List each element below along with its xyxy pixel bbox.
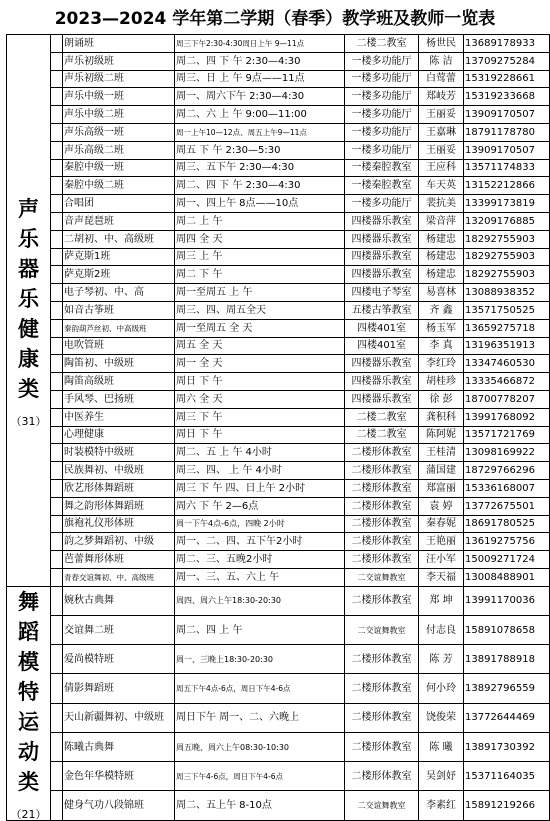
room-cell: 二楼形体教室 — [345, 551, 419, 569]
course-cell: 声乐中级一班 — [63, 88, 175, 106]
phone-cell: 13335466872 — [464, 373, 550, 391]
blank-cell — [51, 791, 63, 820]
course-cell: 婉秋古典舞 — [63, 586, 175, 615]
blank-cell — [51, 732, 63, 761]
table-row — [7, 319, 550, 337]
room-cell: 一楼多功能厅 — [345, 88, 419, 106]
teacher-cell: 李天福 — [419, 568, 464, 586]
phone-cell: 18292755903 — [464, 266, 550, 284]
blank-cell — [51, 355, 63, 373]
time-cell: 周一下午4点-6点，四晚 2小时 — [175, 515, 345, 533]
time-cell: 周二、五 上 午 4小时 — [175, 444, 345, 462]
room-cell: 一楼秦腔教室 — [345, 177, 419, 195]
blank-cell — [51, 674, 63, 703]
blank-cell — [51, 248, 63, 266]
phone-cell: 18292755903 — [464, 230, 550, 248]
time-cell: 周三 下 午 — [175, 408, 345, 426]
time-cell: 周日 下 午 — [175, 426, 345, 444]
category-char: 乐 — [18, 286, 39, 311]
teacher-cell: 饶俊荣 — [419, 703, 464, 732]
category-char: 康 — [18, 346, 39, 371]
table-row — [7, 177, 550, 195]
course-cell: 声乐中级二班 — [63, 106, 175, 124]
teacher-cell: 袁 婷 — [419, 497, 464, 515]
blank-cell — [51, 586, 63, 615]
table-row — [7, 35, 550, 53]
teacher-cell: 陈 曦 — [419, 732, 464, 761]
table-row — [7, 355, 550, 373]
table-row — [7, 195, 550, 213]
teacher-cell: 王丽妥 — [419, 106, 464, 124]
schedule-table — [6, 34, 550, 821]
time-cell: 周五 全 天 — [175, 337, 345, 355]
room-cell: 二楼形体教室 — [345, 762, 419, 791]
course-cell: 电吹管班 — [63, 337, 175, 355]
room-cell: 四楼器乐教室 — [345, 266, 419, 284]
course-cell: 天山新疆舞初、中级班 — [63, 703, 175, 732]
teacher-cell: 李 真 — [419, 337, 464, 355]
phone-cell: 13152212866 — [464, 177, 550, 195]
table-row — [7, 762, 550, 791]
phone-cell: 13772644469 — [464, 703, 550, 732]
room-cell: 四楼器乐教室 — [345, 230, 419, 248]
blank-cell — [51, 195, 63, 213]
phone-cell: 13892796559 — [464, 674, 550, 703]
teacher-cell: 李素红 — [419, 791, 464, 820]
teacher-cell: 陈 洁 — [419, 52, 464, 70]
blank-cell — [51, 284, 63, 302]
table-row — [7, 266, 550, 284]
room-cell: 一楼多功能厅 — [345, 123, 419, 141]
teacher-cell: 付志良 — [419, 615, 464, 644]
time-cell: 周六 下 午 2—6点 — [175, 497, 345, 515]
room-cell: 二交谊舞教室 — [345, 568, 419, 586]
blank-cell — [51, 645, 63, 674]
phone-cell: 13399173819 — [464, 195, 550, 213]
room-cell: 四楼器乐教室 — [345, 390, 419, 408]
course-cell: 倩影舞蹈班 — [63, 674, 175, 703]
table-row — [7, 70, 550, 88]
table-row — [7, 159, 550, 177]
table-row — [7, 373, 550, 391]
time-cell: 周三、四、周五全天 — [175, 301, 345, 319]
room-cell: 二楼形体教室 — [345, 479, 419, 497]
room-cell: 五楼古筝教室 — [345, 301, 419, 319]
room-cell: 二交谊舞教室 — [345, 615, 419, 644]
course-cell: 声乐初级二班 — [63, 70, 175, 88]
room-cell: 四楼401室 — [345, 319, 419, 337]
teacher-cell: 陈 芳 — [419, 645, 464, 674]
teacher-cell: 胡桂珍 — [419, 373, 464, 391]
phone-cell: 13571721769 — [464, 426, 550, 444]
table-row — [7, 52, 550, 70]
teacher-cell: 白莺蕾 — [419, 70, 464, 88]
phone-cell: 13991768092 — [464, 408, 550, 426]
course-cell: 手风琴、巴扬班 — [63, 390, 175, 408]
blank-cell — [51, 568, 63, 586]
teacher-cell: 陈阿妮 — [419, 426, 464, 444]
table-row — [7, 408, 550, 426]
table-row — [7, 586, 550, 615]
blank-cell — [51, 177, 63, 195]
time-cell: 周二 上 午 — [175, 212, 345, 230]
table-row — [7, 551, 550, 569]
room-cell: 二楼形体教室 — [345, 732, 419, 761]
time-cell: 周三 下 午 四、日上午 2小时 — [175, 479, 345, 497]
blank-cell — [51, 337, 63, 355]
table-row — [7, 515, 550, 533]
phone-cell: 13909170507 — [464, 106, 550, 124]
time-cell: 周二、三、五晚2小时 — [175, 551, 345, 569]
time-cell: 周一 全 天 — [175, 355, 345, 373]
room-cell: 四楼电子琴室 — [345, 284, 419, 302]
teacher-cell: 吴剑妤 — [419, 762, 464, 791]
teacher-cell: 郑 坤 — [419, 586, 464, 615]
time-cell: 周日下午 周一、二、六晚上 — [175, 703, 345, 732]
category-char: 类 — [18, 769, 39, 794]
time-cell: 周一、二、四、五下午2小时 — [175, 533, 345, 551]
course-cell: 秦腔中级二班 — [63, 177, 175, 195]
time-cell: 周二、六 上 午 9:00—11:00 — [175, 106, 345, 124]
phone-cell: 13088938352 — [464, 284, 550, 302]
phone-cell: 13571174833 — [464, 159, 550, 177]
course-cell: 声乐高级二班 — [63, 141, 175, 159]
room-cell: 二楼形体教室 — [345, 645, 419, 674]
time-cell: 周一至周五 全 天 — [175, 319, 345, 337]
blank-cell — [51, 70, 63, 88]
course-cell: 秦腔中级一班 — [63, 159, 175, 177]
phone-cell: 18292755903 — [464, 248, 550, 266]
category-char: 模 — [18, 649, 39, 674]
time-cell: 周一上午10—12点、周五上午9—11点 — [175, 123, 345, 141]
category-char: 健 — [18, 316, 39, 341]
table-row — [7, 301, 550, 319]
blank-cell — [51, 88, 63, 106]
table-row — [7, 462, 550, 480]
room-cell: 一楼多功能厅 — [345, 70, 419, 88]
time-cell: 周一、三、五、六上 午 — [175, 568, 345, 586]
phone-cell: 13909170507 — [464, 141, 550, 159]
teacher-cell: 车天英 — [419, 177, 464, 195]
time-cell: 周三、五下午 2:30—4:30 — [175, 159, 345, 177]
table-row — [7, 230, 550, 248]
category-char: 乐 — [18, 226, 39, 251]
course-cell: 芭蕾舞形体班 — [63, 551, 175, 569]
phone-cell: 13709275284 — [464, 52, 550, 70]
page-title: 2023—2024 学年第二学期（春季）教学班及教师一览表 — [54, 9, 496, 29]
table-row — [7, 123, 550, 141]
category-char: 蹈 — [18, 619, 39, 644]
teacher-cell: 汪小军 — [419, 551, 464, 569]
phone-cell: 15319228661 — [464, 70, 550, 88]
teacher-cell: 王丽妥 — [419, 141, 464, 159]
time-cell: 周六 全 天 — [175, 390, 345, 408]
category-char: 类 — [18, 376, 39, 401]
time-cell: 周一、周六下午 2:30—4:30 — [175, 88, 345, 106]
course-cell: 电子琴初、中、高 — [63, 284, 175, 302]
blank-cell — [51, 212, 63, 230]
teacher-cell: 徐 彭 — [419, 390, 464, 408]
blank-cell — [51, 159, 63, 177]
course-cell: 合唱团 — [63, 195, 175, 213]
phone-cell: 13891730392 — [464, 732, 550, 761]
teacher-cell: 杨世民 — [419, 35, 464, 53]
table-row — [7, 479, 550, 497]
blank-cell — [51, 266, 63, 284]
time-cell: 周三 上 午 — [175, 248, 345, 266]
table-row — [7, 568, 550, 586]
time-cell: 周二、四 上 午 — [175, 615, 345, 644]
course-cell: 陈曦古典舞 — [63, 732, 175, 761]
table-row — [7, 533, 550, 551]
course-cell: 陶笛高级班 — [63, 373, 175, 391]
table-row — [7, 703, 550, 732]
time-cell: 周五 下 午 2:30—5:30 — [175, 141, 345, 159]
room-cell: 二楼形体教室 — [345, 703, 419, 732]
table-row — [7, 248, 550, 266]
phone-cell: 15891219266 — [464, 791, 550, 820]
room-cell: 一楼多功能厅 — [345, 52, 419, 70]
category-cell — [7, 586, 51, 820]
course-cell: 舞之韵形体舞蹈班 — [63, 497, 175, 515]
course-cell: 声乐高级一班 — [63, 123, 175, 141]
category-char: 器 — [18, 256, 39, 281]
blank-cell — [51, 123, 63, 141]
phone-cell: 13689178933 — [464, 35, 550, 53]
time-cell: 周二、四 下 午 2:30—4:30 — [175, 52, 345, 70]
course-cell: 朗诵班 — [63, 35, 175, 53]
teacher-cell: 郑岐芳 — [419, 88, 464, 106]
category-char: 特 — [18, 679, 39, 704]
course-cell: 二胡初、中、高级班 — [63, 230, 175, 248]
teacher-cell: 秦春妮 — [419, 515, 464, 533]
time-cell: 周一、三晚上18:30-20:30 — [175, 645, 345, 674]
time-cell: 周五晚、周六上午08:30-10:30 — [175, 732, 345, 761]
category-count: （31） — [10, 414, 47, 428]
course-cell: 萨克斯1班 — [63, 248, 175, 266]
phone-cell: 18729766296 — [464, 462, 550, 480]
teacher-cell: 蒲国建 — [419, 462, 464, 480]
room-cell: 二楼形体教室 — [345, 462, 419, 480]
room-cell: 四楼器乐教室 — [345, 248, 419, 266]
time-cell: 周二 下 午 — [175, 266, 345, 284]
course-cell: 萨克斯2班 — [63, 266, 175, 284]
blank-cell — [51, 373, 63, 391]
table-row — [7, 141, 550, 159]
phone-cell: 13659275718 — [464, 319, 550, 337]
room-cell: 二楼二教室 — [345, 408, 419, 426]
blank-cell — [51, 52, 63, 70]
phone-cell: 15336168007 — [464, 479, 550, 497]
category-char: 舞 — [18, 589, 39, 614]
room-cell: 二楼形体教室 — [345, 586, 419, 615]
table-row — [7, 444, 550, 462]
course-cell: 音声琵琶班 — [63, 212, 175, 230]
blank-cell — [51, 703, 63, 732]
schedule-body — [7, 35, 550, 821]
phone-cell: 15371164035 — [464, 762, 550, 791]
phone-cell: 13571750525 — [464, 301, 550, 319]
blank-cell — [51, 230, 63, 248]
table-row — [7, 674, 550, 703]
course-cell: 韵之梦舞蹈初、中级 — [63, 533, 175, 551]
room-cell: 二楼形体教室 — [345, 533, 419, 551]
course-cell: 爱尚模特班 — [63, 645, 175, 674]
room-cell: 一楼多功能厅 — [345, 141, 419, 159]
phone-cell: 13772675501 — [464, 497, 550, 515]
time-cell: 周三、日 上 午 9点——11点 — [175, 70, 345, 88]
course-cell: 青春交谊舞初、中、高级班 — [63, 568, 175, 586]
blank-cell — [51, 426, 63, 444]
teacher-cell: 杨玉军 — [419, 319, 464, 337]
table-row — [7, 732, 550, 761]
teacher-cell: 梁音萍 — [419, 212, 464, 230]
teacher-cell: 杨建忠 — [419, 266, 464, 284]
blank-cell — [51, 444, 63, 462]
course-cell: 交谊舞二班 — [63, 615, 175, 644]
room-cell: 二交谊舞教室 — [345, 791, 419, 820]
time-cell: 周五下午4点-6点，周日下午4-6点 — [175, 674, 345, 703]
course-cell: 如音古筝班 — [63, 301, 175, 319]
phone-cell: 13347460530 — [464, 355, 550, 373]
blank-cell — [51, 390, 63, 408]
time-cell: 周三下午2:30-4:30周日上午 9—11点 — [175, 35, 345, 53]
room-cell: 一楼多功能厅 — [345, 106, 419, 124]
table-row — [7, 426, 550, 444]
phone-cell: 13991170036 — [464, 586, 550, 615]
blank-cell — [51, 141, 63, 159]
teacher-cell: 何小玲 — [419, 674, 464, 703]
category-char: 动 — [18, 739, 39, 764]
table-row — [7, 284, 550, 302]
course-cell: 健身气功八段锦班 — [63, 791, 175, 820]
blank-cell — [51, 615, 63, 644]
phone-cell: 13098169922 — [464, 444, 550, 462]
teacher-cell: 王嘉琳 — [419, 123, 464, 141]
phone-cell: 13196351913 — [464, 337, 550, 355]
table-row — [7, 337, 550, 355]
room-cell: 四楼器乐教室 — [345, 212, 419, 230]
category-count: （21） — [10, 807, 47, 821]
room-cell: 一楼多功能厅 — [345, 195, 419, 213]
blank-cell — [51, 762, 63, 791]
blank-cell — [51, 408, 63, 426]
teacher-cell: 王艳丽 — [419, 533, 464, 551]
teacher-cell: 李红玲 — [419, 355, 464, 373]
table-row — [7, 212, 550, 230]
course-cell: 金色年华模特班 — [63, 762, 175, 791]
room-cell: 二楼形体教室 — [345, 444, 419, 462]
blank-cell — [51, 551, 63, 569]
course-cell: 心理健康 — [63, 426, 175, 444]
category-char: 声 — [18, 196, 39, 221]
phone-cell: 13209176885 — [464, 212, 550, 230]
teacher-cell: 龚积科 — [419, 408, 464, 426]
course-cell: 声乐初级班 — [63, 52, 175, 70]
category-char: 运 — [18, 709, 39, 734]
blank-cell — [51, 515, 63, 533]
teacher-cell: 裴抗美 — [419, 195, 464, 213]
table-row — [7, 615, 550, 644]
room-cell: 二楼形体教室 — [345, 674, 419, 703]
table-row — [7, 106, 550, 124]
phone-cell: 18791178780 — [464, 123, 550, 141]
room-cell: 四楼器乐教室 — [345, 373, 419, 391]
room-cell: 二楼二教室 — [345, 426, 419, 444]
time-cell: 周一、四上午 8点——10点 — [175, 195, 345, 213]
blank-cell — [51, 301, 63, 319]
time-cell: 周三、四、 上 午 4小时 — [175, 462, 345, 480]
blank-cell — [51, 533, 63, 551]
blank-cell — [51, 319, 63, 337]
time-cell: 周二、五上午 8-10点 — [175, 791, 345, 820]
room-cell: 四楼器乐教室 — [345, 355, 419, 373]
phone-cell: 15009271724 — [464, 551, 550, 569]
teacher-cell: 齐 鑫 — [419, 301, 464, 319]
course-cell: 陶笛初、中级班 — [63, 355, 175, 373]
phone-cell: 13619275756 — [464, 533, 550, 551]
room-cell: 二楼形体教室 — [345, 497, 419, 515]
time-cell: 周三下午4-6点，周日下午4-6点 — [175, 762, 345, 791]
phone-cell: 13008488901 — [464, 568, 550, 586]
room-cell: 一楼秦腔教室 — [345, 159, 419, 177]
course-cell: 民族舞初、中级班 — [63, 462, 175, 480]
course-cell: 旗袍礼仪形体班 — [63, 515, 175, 533]
phone-cell: 13891788918 — [464, 645, 550, 674]
time-cell: 周四 全 天 — [175, 230, 345, 248]
course-cell: 秦韵葫芦丝初、中高级班 — [63, 319, 175, 337]
teacher-cell: 郑富丽 — [419, 479, 464, 497]
teacher-cell: 王桂清 — [419, 444, 464, 462]
blank-cell — [51, 462, 63, 480]
course-cell: 欣艺形体舞蹈班 — [63, 479, 175, 497]
table-row — [7, 88, 550, 106]
phone-cell: 15319233668 — [464, 88, 550, 106]
room-cell: 四楼401室 — [345, 337, 419, 355]
table-row — [7, 645, 550, 674]
table-row — [7, 791, 550, 820]
table-row — [7, 497, 550, 515]
time-cell: 周一至周五 上 午 — [175, 284, 345, 302]
time-cell: 周二、四 下 午 2:30—4:30 — [175, 177, 345, 195]
blank-cell — [51, 479, 63, 497]
blank-cell — [51, 35, 63, 53]
time-cell: 周日 下 午 — [175, 373, 345, 391]
course-cell: 中医养生 — [63, 408, 175, 426]
teacher-cell: 杨建忠 — [419, 230, 464, 248]
phone-cell: 18691780525 — [464, 515, 550, 533]
teacher-cell: 杨建忠 — [419, 248, 464, 266]
time-cell: 周四、周六上午18:30-20:30 — [175, 586, 345, 615]
teacher-cell: 王应科 — [419, 159, 464, 177]
table-row — [7, 390, 550, 408]
category-cell — [7, 35, 51, 587]
room-cell: 二楼二教室 — [345, 35, 419, 53]
blank-cell — [51, 106, 63, 124]
room-cell: 二楼形体教室 — [345, 515, 419, 533]
phone-cell: 15891078658 — [464, 615, 550, 644]
teacher-cell: 易喜林 — [419, 284, 464, 302]
course-cell: 时装模特中级班 — [63, 444, 175, 462]
blank-cell — [51, 497, 63, 515]
phone-cell: 18700778207 — [464, 390, 550, 408]
